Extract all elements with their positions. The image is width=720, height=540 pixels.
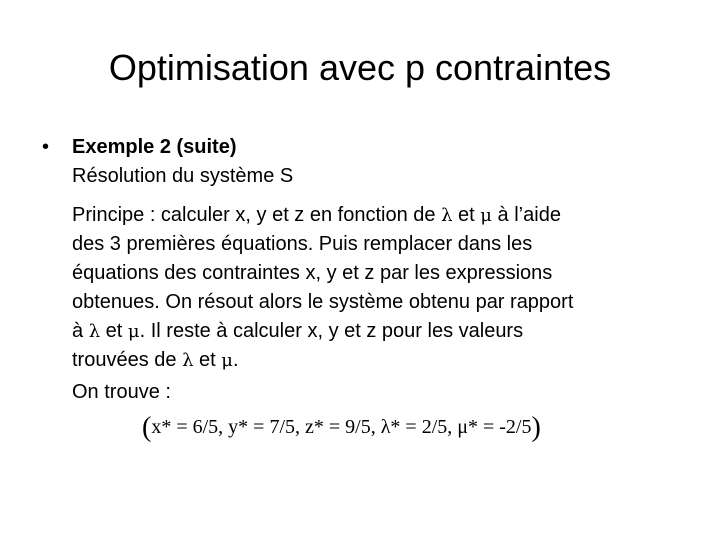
slide-title: Optimisation avec p contraintes xyxy=(108,47,612,88)
example-heading: Exemple 2 (suite) xyxy=(72,136,237,158)
text-line-2: des 3 premières équations. Puis remplacer dans les xyxy=(72,233,533,255)
text-line-1 xyxy=(72,201,561,230)
bullet-marker: • xyxy=(42,136,50,158)
text-segment: et xyxy=(452,204,481,226)
lambda-symbol: λ xyxy=(88,321,101,342)
text-line-6 xyxy=(72,346,239,375)
text-segment: à l’aide xyxy=(492,204,561,226)
text-line-3: équations des contraintes x, y et z par les expressions xyxy=(72,262,553,284)
text-segment: et xyxy=(100,320,128,342)
text-segment: à xyxy=(72,320,89,342)
text-segment: trouvées de xyxy=(72,349,183,371)
lambda-symbol: λ xyxy=(182,350,194,371)
solution-formula xyxy=(142,409,541,446)
text-line-4: obtenues. On résout alors le système obtenu par rapport xyxy=(72,291,574,313)
text-segment: . xyxy=(233,349,239,371)
close-paren: ) xyxy=(531,412,541,443)
formula-body: x* = 6/5, y* = 7/5, z* = 9/5, λ* = 2/5, μ* = -2/5 xyxy=(151,416,532,438)
open-paren: ( xyxy=(142,412,152,443)
text-line-7: On trouve : xyxy=(72,381,171,403)
subtitle-line: Résolution du système S xyxy=(72,165,294,187)
text-line-5 xyxy=(72,317,523,346)
lambda-symbol: λ xyxy=(441,205,453,226)
mu-symbol: μ xyxy=(127,321,140,342)
mu-symbol: μ xyxy=(480,205,492,226)
mu-symbol: μ xyxy=(221,350,233,371)
text-segment: Principe : calculer x, y et z en fonction de xyxy=(72,204,442,226)
text-segment: . Il reste à calculer x, y et z pour les valeurs xyxy=(139,320,524,342)
text-segment: et xyxy=(193,349,222,371)
